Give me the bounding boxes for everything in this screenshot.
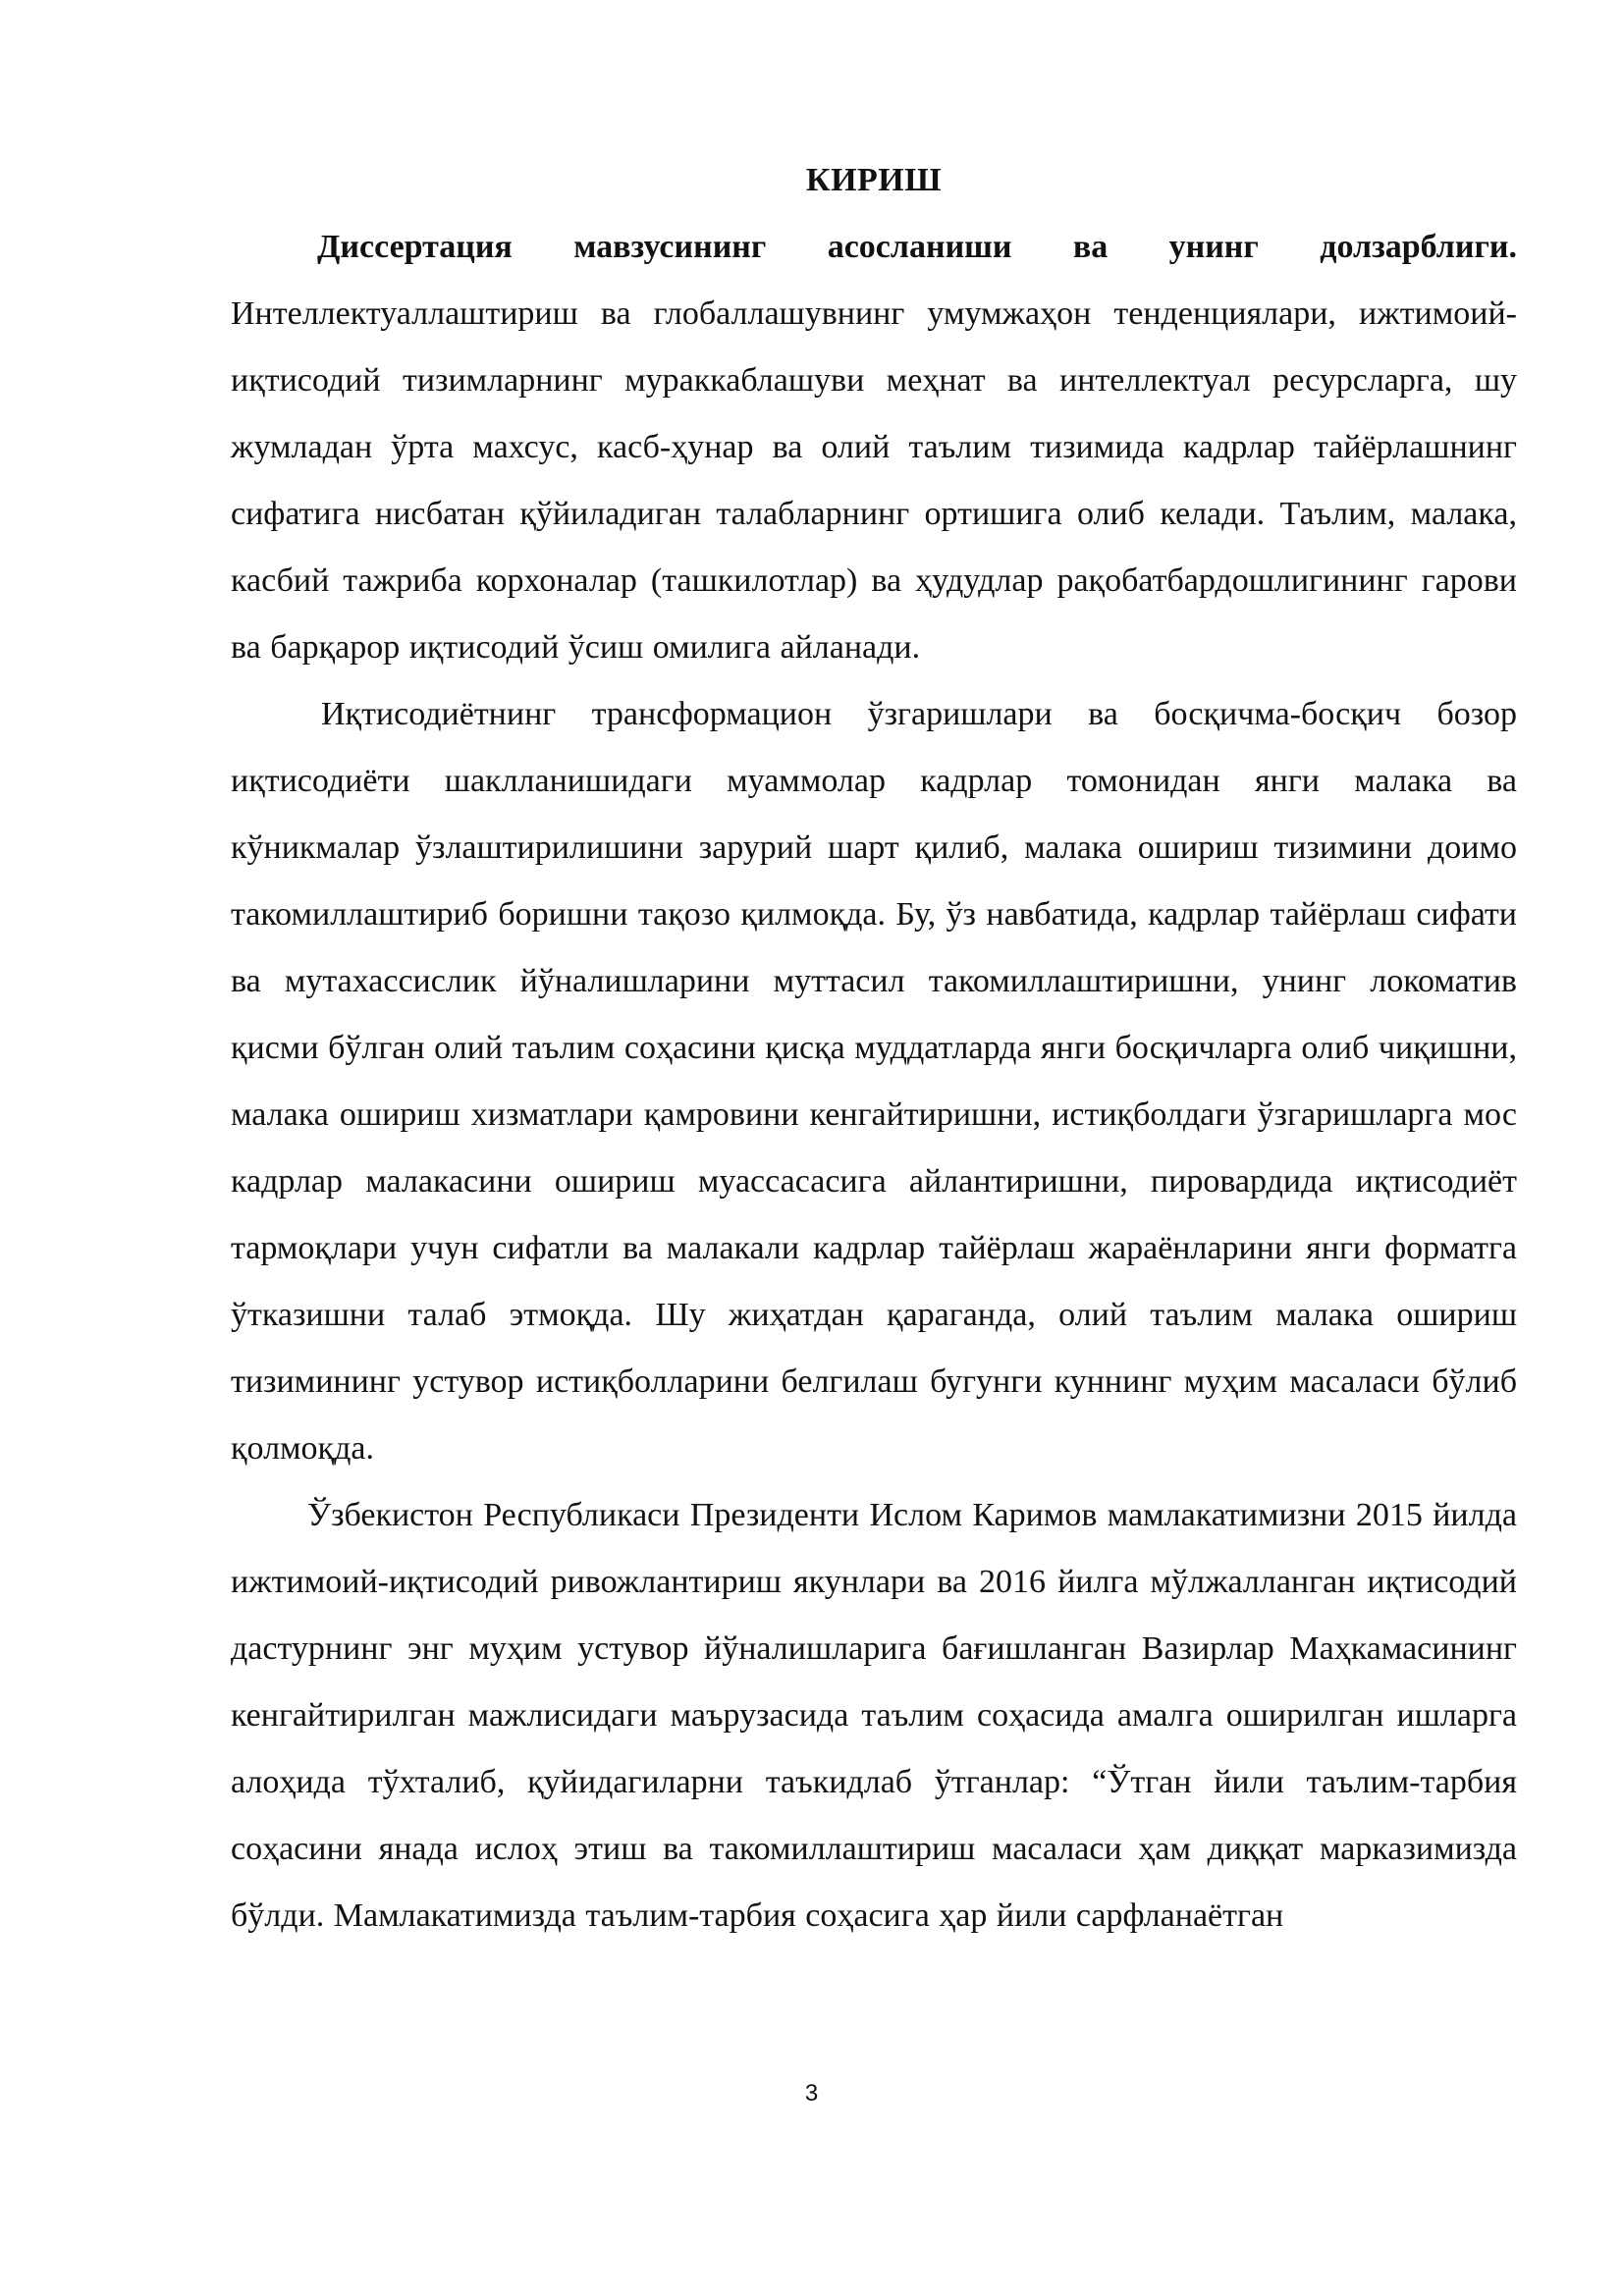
paragraph-economy: Иқтисодиётнинг трансформацион ўзгаришлари ва босқичма-босқич бозор иқтисодиёти шаклланишидаги муаммолар кадрлар томонидан янги малака ва кўникмалар ўзлаштирилишини зарурий шарт қилиб, малака ошириш тизимини доимо такомиллаштириб боришни тақозо қилмоқда. Бу, ўз навбатида, кадрлар тайёрлаш сифати ва мутахассислик йўналишларини муттасил такомиллаштиришни, унинг локоматив қисми бўлган олий таълим соҳасини қисқа муддатларда янги босқичларга олиб чиқишни, малака ошириш хизматлари қамровини кенгайтиришни, истиқболдаги ўзгаришларга мос кадрлар малакасини ошириш муассасасига айлантиришни, пировардида иқтисодиёт тармоқлари учун сифатли ва малакали кадрлар тайёрлаш жараёнларини янги форматга ўтказишни талаб этмоқда. Шу жиҳатдан қараганда, олий таълим малака ошириш тизимининг устувор истиқболларини белгилаш бугунги куннинг муҳим масаласи бўлиб қолмоқда. bbox=[231, 696, 1517, 1467]
paragraph-intro-text: Интеллектуаллаштириш ва глобаллашувнинг умумжаҳон тенденциялари, ижтимоий-иқтисодий тизимларнинг мураккаблашуви меҳнат ва интеллектуал ресурсларга, шу жумладан ўрта махсус, касб-ҳунар ва олий таълим тизимида кадрлар тайёрлашнинг сифатига нисбатан қўйиладиган талабларнинг ортишига олиб келади. Таълим, малака, касбий тажриба корхоналар (ташкилотлар) ва ҳудудлар рақобатбардошлигининг гарови ва барқарор иқтисодий ўсиш омилига айланади. bbox=[231, 295, 1517, 666]
paragraph-lead-heading: Диссертация мавзусининг асосланиши ва унинг долзарблиги. bbox=[317, 229, 1517, 265]
document-body bbox=[231, 147, 1517, 1949]
paragraph-intro bbox=[231, 214, 1517, 681]
section-title: КИРИШ bbox=[805, 162, 943, 198]
page-number: 3 bbox=[804, 2080, 819, 2107]
paragraph-president: Ўзбекистон Республикаси Президенти Ислом Каримов мамлакатимизни 2015 йилда ижтимоий-иқтисодий ривожлантириш якунлари ва 2016 йилга мўлжалланган иқтисодий дастурнинг энг муҳим устувор йўналишларига бағишланган Вазирлар Маҳкамасининг кенгайтирилган мажлисидаги маърузасида таълим соҳасида амалга оширилган ишларга алоҳида тўхталиб, қуйидагиларни таъкидлаб ўтганлар: “Ўтган йили таълим-тарбия соҳасини янада ислоҳ этиш ва такомиллаштириш масаласи ҳам диққат марказимизда бўлди. Мамлакатимизда таълим-тарбия соҳасига ҳар йили сарфланаётган bbox=[231, 1497, 1517, 1934]
